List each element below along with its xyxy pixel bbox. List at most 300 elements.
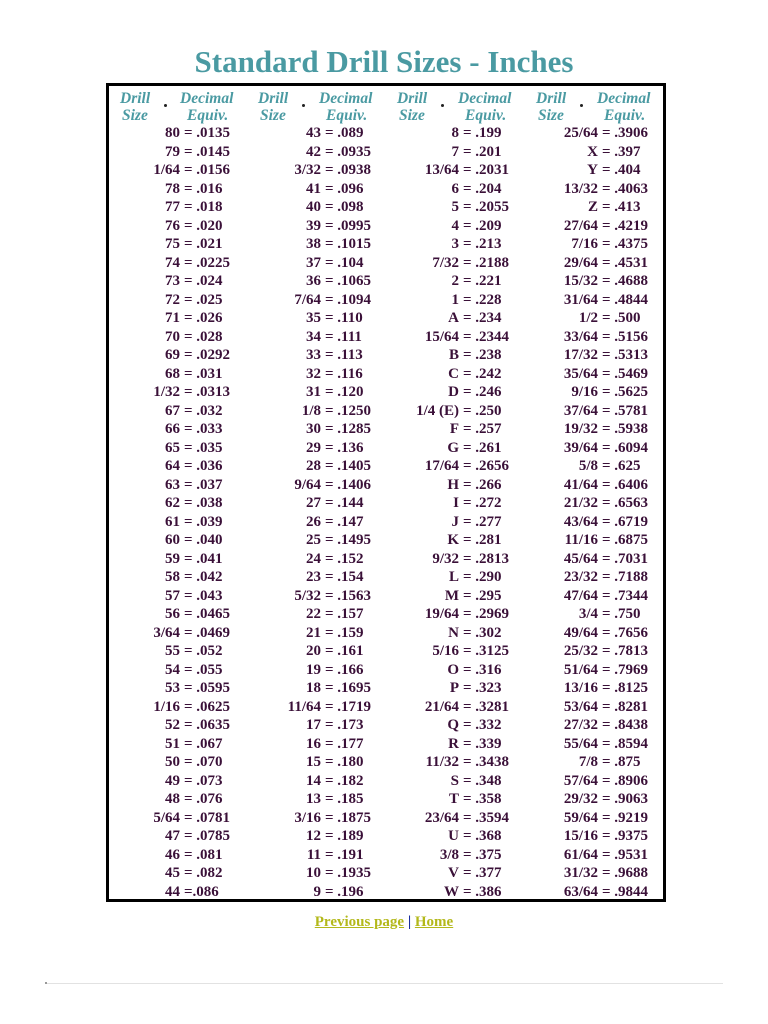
drill-size: 29/64 (563, 254, 598, 271)
decimal-equivalent: = .096 (325, 180, 364, 197)
header-size: Size (399, 107, 425, 124)
drill-size: 15/32 (563, 273, 598, 289)
decimal-equivalent: = .052 (184, 643, 223, 659)
decimal-equivalent: = .0465 (184, 606, 231, 622)
drill-size: C (448, 365, 459, 382)
decimal-equivalent: = .2969 (463, 606, 510, 622)
decimal-equivalent: = .0995 (325, 217, 372, 234)
decimal-equivalent: = .261 (463, 439, 502, 456)
decimal-equivalent: = .204 (463, 180, 502, 197)
drill-size: D (448, 384, 459, 400)
decimal-equivalent: = .136 (325, 439, 364, 456)
drill-size: H (447, 476, 459, 493)
drill-size: 23 (306, 569, 321, 585)
decimal-equivalent: = .290 (463, 569, 502, 585)
drill-size: 13 (306, 791, 321, 807)
drill-size: J (451, 513, 459, 530)
drill-size: 43 (306, 125, 321, 141)
drill-size: 77 (165, 199, 180, 215)
decimal-equivalent: = .1285 (325, 421, 372, 437)
drill-size: N (448, 624, 459, 641)
drill-size: 15/64 (424, 328, 459, 345)
drill-size: 39 (306, 217, 321, 234)
decimal-equivalent: = .152 (325, 550, 364, 567)
drill-size: 64 (165, 458, 180, 474)
drill-size: 1/4 (E) (416, 402, 459, 419)
drill-size: 20 (306, 643, 321, 659)
drill-size: O (447, 661, 459, 678)
decimal-equivalent: = .246 (463, 384, 502, 400)
previous-page-link[interactable]: Previous page (314, 914, 405, 930)
drill-size: 80 (165, 125, 180, 141)
drill-size: 61/64 (563, 846, 598, 863)
decimal-equivalent: = .397 (602, 143, 641, 160)
decimal-equivalent: = .6563 (602, 495, 649, 511)
decimal-equivalent: = .5156 (602, 328, 649, 345)
decimal-equivalent: = .339 (463, 735, 502, 752)
drill-size: 51/64 (563, 661, 598, 678)
drill-size: 11/64 (287, 698, 321, 715)
drill-size: 54 (165, 661, 180, 678)
corner-mark (45, 982, 47, 984)
decimal-equivalent: = .1405 (325, 458, 372, 474)
drill-size: 18 (306, 680, 321, 696)
decimal-equivalent: = .5938 (602, 421, 649, 437)
decimal-equivalent: = .0635 (184, 717, 231, 733)
decimal-equivalent: = .073 (184, 772, 223, 789)
decimal-equivalent: = .0785 (184, 828, 231, 844)
decimal-equivalent: = .110 (325, 310, 363, 326)
drill-size: 43/64 (563, 513, 598, 530)
drill-size: 46 (165, 846, 180, 863)
drill-size: 19/64 (424, 606, 459, 622)
header-equiv: Equiv. (465, 107, 507, 124)
decimal-equivalent: = .199 (463, 125, 502, 141)
decimal-equivalent: = .5625 (602, 384, 649, 400)
decimal-equivalent: = .8594 (602, 735, 649, 752)
drill-size: X (587, 143, 598, 160)
decimal-equivalent: = .0292 (184, 347, 231, 363)
decimal-equivalent: = .036 (184, 458, 223, 474)
decimal-equivalent: = .348 (463, 772, 502, 789)
drill-size: 57/64 (563, 772, 598, 789)
drill-size: 3/4 (578, 606, 598, 622)
drill-size: 66 (165, 421, 180, 437)
drill-size: 29/32 (563, 791, 598, 807)
drill-size: 29 (306, 439, 321, 456)
drill-size: 15 (306, 754, 321, 770)
drill-size: 27/32 (563, 717, 598, 733)
drill-size: 7/16 (571, 236, 598, 252)
decimal-equivalent: = .076 (184, 791, 223, 807)
drill-size: 10 (306, 865, 321, 881)
decimal-equivalent: = .0781 (184, 809, 231, 826)
drill-size: 57 (165, 587, 180, 604)
header-dot (580, 104, 583, 107)
header-equiv: Equiv. (326, 107, 368, 124)
decimal-equivalent: = .242 (463, 365, 502, 382)
decimal-equivalent: = .213 (463, 236, 502, 252)
decimal-equivalent: = .625 (602, 458, 641, 474)
drill-size: V (448, 865, 459, 881)
decimal-equivalent: = .0225 (184, 254, 231, 271)
drill-size: 9 (313, 883, 321, 900)
decimal-equivalent: = .413 (602, 199, 641, 215)
decimal-equivalent: = .032 (184, 402, 223, 419)
drill-size: 8 (451, 125, 459, 141)
drill-size: 2 (451, 273, 459, 289)
drill-size: 60 (165, 532, 180, 548)
decimal-equivalent: = .5313 (602, 347, 649, 363)
drill-size: 13/64 (424, 162, 459, 178)
drill-size: 35/64 (563, 365, 598, 382)
decimal-equivalent: = .1719 (325, 698, 372, 715)
decimal-equivalent: = .1563 (325, 587, 372, 604)
header-equiv: Equiv. (187, 107, 229, 124)
decimal-equivalent: = .6719 (602, 513, 649, 530)
decimal-equivalent: = .272 (463, 495, 502, 511)
drill-size: 17 (306, 717, 321, 733)
drill-size: 11 (306, 846, 321, 863)
decimal-equivalent: = .025 (184, 291, 223, 308)
decimal-equivalent: = .201 (463, 143, 502, 160)
decimal-equivalent: = .0595 (184, 680, 231, 696)
header-decimal: Decimal (319, 90, 373, 107)
drill-size: 68 (165, 365, 180, 382)
drill-size: 4 (451, 217, 459, 234)
page-title: Standard Drill Sizes - Inches (194, 44, 574, 79)
drill-size: 15/16 (563, 828, 598, 844)
drill-size: 25/64 (563, 125, 598, 141)
decimal-equivalent: = .4375 (602, 236, 649, 252)
decimal-equivalent: = .277 (463, 513, 502, 530)
drill-size: 26 (306, 513, 321, 530)
decimal-equivalent: = .209 (463, 217, 502, 234)
drill-size: R (448, 735, 459, 752)
decimal-equivalent: = .234 (463, 310, 502, 326)
decimal-equivalent: = .113 (325, 347, 363, 363)
drill-size: 48 (165, 791, 180, 807)
drill-size: 40 (306, 199, 321, 215)
decimal-equivalent: = .021 (184, 236, 223, 252)
drill-size: 67 (165, 402, 180, 419)
decimal-equivalent: = .1875 (325, 809, 372, 826)
header-dot (164, 104, 167, 107)
decimal-equivalent: = .0135 (184, 125, 231, 141)
drill-size: 7/64 (294, 291, 321, 308)
decimal-equivalent: = .098 (325, 199, 364, 215)
drill-size: 49/64 (563, 624, 598, 641)
drill-size: 21/64 (424, 698, 459, 715)
decimal-equivalent: = .1406 (325, 476, 372, 493)
decimal-equivalent: = .120 (325, 384, 364, 400)
drill-size: 9/32 (432, 550, 459, 567)
drill-size: 55/64 (563, 735, 598, 752)
decimal-equivalent: = .157 (325, 606, 364, 622)
drill-size: 56 (165, 606, 180, 622)
drill-size: 45 (165, 865, 180, 881)
drill-size: 6 (451, 180, 459, 197)
drill-size: 5/64 (153, 809, 180, 826)
decimal-equivalent: = .147 (325, 513, 364, 530)
decimal-equivalent: = .2188 (463, 254, 510, 271)
drill-size: I (453, 495, 459, 511)
footer-nav (0, 914, 768, 931)
drill-size: 5/16 (432, 643, 459, 659)
drill-size: 3/32 (294, 162, 321, 178)
drill-size: 34 (306, 328, 321, 345)
drill-size: 19/32 (563, 421, 598, 437)
decimal-equivalent: = .5781 (602, 402, 649, 419)
decimal-equivalent: = .295 (463, 587, 502, 604)
decimal-equivalent: = .089 (325, 125, 364, 141)
decimal-equivalent: = .081 (184, 846, 223, 863)
drill-size: 39/64 (563, 439, 598, 456)
drill-size: 70 (165, 328, 180, 345)
drill-size: 11/16 (564, 532, 598, 548)
decimal-equivalent: = .033 (184, 421, 223, 437)
drill-size: 63 (165, 476, 180, 493)
decimal-equivalent: = .016 (184, 180, 223, 197)
decimal-equivalent: = .3906 (602, 125, 649, 141)
header-drill: Drill (258, 90, 289, 107)
drill-size: S (450, 772, 459, 789)
drill-size: K (447, 532, 459, 548)
header-drill: Drill (397, 90, 428, 107)
header-size: Size (260, 107, 286, 124)
decimal-equivalent: = .377 (463, 865, 502, 881)
decimal-equivalent: = .4844 (602, 291, 649, 308)
decimal-equivalent: = .228 (463, 291, 502, 308)
decimal-equivalent: = .266 (463, 476, 502, 493)
decimal-equivalent: = .316 (463, 661, 502, 678)
decimal-equivalent: = .1094 (325, 291, 372, 308)
drill-size: 33/64 (563, 328, 598, 345)
decimal-equivalent: = .0469 (184, 624, 231, 641)
header-decimal: Decimal (180, 90, 234, 107)
drill-size: 58 (165, 569, 180, 585)
drill-size: 74 (165, 254, 180, 271)
decimal-equivalent: = .154 (325, 569, 364, 585)
drill-size: 59/64 (563, 809, 598, 826)
decimal-equivalent: = .9688 (602, 865, 649, 881)
drill-size: 1/8 (301, 402, 321, 419)
header-size: Size (538, 107, 564, 124)
drill-size: 7 (451, 143, 459, 160)
decimal-equivalent: = .250 (463, 402, 502, 419)
decimal-equivalent: = .6875 (602, 532, 649, 548)
decimal-equivalent: = .4531 (602, 254, 649, 271)
home-link[interactable]: Home (414, 914, 454, 930)
drill-size: 17/32 (563, 347, 598, 363)
drill-size: 69 (165, 347, 180, 363)
drill-size: G (447, 439, 459, 456)
decimal-equivalent: = .9531 (602, 846, 649, 863)
decimal-equivalent: = .070 (184, 754, 223, 770)
decimal-equivalent: = .0625 (184, 698, 231, 715)
drill-size: Q (447, 717, 459, 733)
decimal-equivalent: = .043 (184, 587, 223, 604)
decimal-equivalent: = .7031 (602, 550, 649, 567)
decimal-equivalent: = .104 (325, 254, 364, 271)
decimal-equivalent: = .037 (184, 476, 223, 493)
decimal-equivalent: = .041 (184, 550, 223, 567)
decimal-equivalent: = .0313 (184, 384, 231, 400)
drill-size: 1/16 (153, 698, 180, 715)
decimal-equivalent: = .161 (325, 643, 364, 659)
drill-size: 30 (306, 421, 321, 437)
decimal-equivalent: = .6406 (602, 476, 649, 493)
decimal-equivalent: = .9375 (602, 828, 649, 844)
drill-size: 37 (306, 254, 321, 271)
decimal-equivalent: = .038 (184, 495, 223, 511)
drill-size: 41/64 (563, 476, 598, 493)
footer-separator: | (407, 914, 412, 930)
drill-size: 79 (165, 143, 180, 160)
drill-size: 38 (306, 236, 321, 252)
drill-size: 23/32 (563, 569, 598, 585)
decimal-equivalent: = .332 (463, 717, 502, 733)
decimal-equivalent: = .386 (463, 883, 502, 900)
drill-size: 25 (306, 532, 321, 548)
decimal-equivalent: = .750 (602, 606, 641, 622)
drill-size: 59 (165, 550, 180, 567)
decimal-equivalent: = .404 (602, 162, 641, 178)
drill-size: B (448, 347, 459, 363)
decimal-equivalent: = .8281 (602, 698, 649, 715)
drill-size: 25/32 (563, 643, 598, 659)
decimal-equivalent: = .358 (463, 791, 502, 807)
decimal-equivalent: = .2656 (463, 458, 510, 474)
decimal-equivalent: = .024 (184, 273, 223, 289)
decimal-equivalent: = .368 (463, 828, 502, 844)
drill-size: 24 (306, 550, 321, 567)
decimal-equivalent: = .8438 (602, 717, 649, 733)
decimal-equivalent: = .281 (463, 532, 502, 548)
decimal-equivalent: = .116 (325, 365, 363, 382)
drill-size: 11/32 (425, 754, 459, 770)
decimal-equivalent: = .375 (463, 846, 502, 863)
drill-size: 53 (165, 680, 180, 696)
decimal-equivalent: = .9844 (602, 883, 649, 900)
decimal-equivalent: = .257 (463, 421, 502, 437)
decimal-equivalent: = .7656 (602, 624, 649, 641)
drill-size: 41 (306, 180, 321, 197)
drill-size: 5/8 (578, 458, 598, 474)
decimal-equivalent: = .875 (602, 754, 641, 770)
drill-size: 1/32 (153, 384, 180, 400)
drill-size: U (448, 828, 459, 844)
drill-size: A (448, 310, 459, 326)
decimal-equivalent: = .196 (325, 883, 364, 900)
decimal-equivalent: = .035 (184, 439, 223, 456)
drill-size: 36 (306, 273, 321, 289)
drill-size: 31 (306, 384, 321, 400)
drill-size: 33 (306, 347, 321, 363)
decimal-equivalent: = .2813 (463, 550, 510, 567)
decimal-equivalent: = .039 (184, 513, 223, 530)
decimal-equivalent: = .323 (463, 680, 502, 696)
decimal-equivalent: = .7969 (602, 661, 649, 678)
decimal-equivalent: = .067 (184, 735, 223, 752)
drill-size: 9/16 (571, 384, 598, 400)
drill-size: 52 (165, 717, 180, 733)
decimal-equivalent: = .180 (325, 754, 364, 770)
decimal-equivalent: = .8125 (602, 680, 649, 696)
decimal-equivalent: = .177 (325, 735, 364, 752)
drill-size: 7/8 (578, 754, 598, 770)
drill-size: 5/32 (294, 587, 321, 604)
drill-size: 61 (165, 513, 180, 530)
decimal-equivalent: = .018 (184, 199, 223, 215)
drill-size: 51 (165, 735, 180, 752)
decimal-equivalent: = .144 (325, 495, 364, 511)
drill-size: 7/32 (432, 254, 459, 271)
decimal-equivalent: = .4063 (602, 180, 649, 197)
drill-size: 45/64 (563, 550, 598, 567)
drill-size: 19 (306, 661, 321, 678)
drill-size-table (106, 83, 666, 902)
decimal-equivalent: = .082 (184, 865, 223, 881)
decimal-equivalent: = .182 (325, 772, 364, 789)
decimal-equivalent: = .1065 (325, 273, 372, 289)
decimal-equivalent: = .0156 (184, 162, 231, 178)
decimal-equivalent: = .500 (602, 310, 641, 326)
decimal-equivalent: = .0145 (184, 143, 231, 160)
drill-size: 1/2 (578, 310, 598, 326)
drill-size: 13/32 (563, 180, 598, 197)
bottom-divider (45, 983, 723, 984)
drill-size: F (449, 421, 459, 437)
drill-size: 27/64 (563, 217, 598, 234)
decimal-equivalent: = .1935 (325, 865, 372, 881)
drill-size: 72 (165, 291, 180, 308)
drill-size: W (444, 883, 459, 900)
drill-size: 3/16 (294, 809, 321, 826)
decimal-equivalent: = .8906 (602, 772, 649, 789)
drill-size: 50 (165, 754, 180, 770)
drill-size: Y (587, 162, 598, 178)
header-drill: Drill (120, 90, 151, 107)
drill-size: 12 (306, 828, 321, 844)
drill-size: 22 (306, 606, 321, 622)
drill-size: 32 (306, 365, 321, 382)
decimal-equivalent: =.086 (184, 883, 219, 900)
header-size: Size (122, 107, 148, 124)
decimal-equivalent: = .3281 (463, 698, 510, 715)
decimal-equivalent: = .7188 (602, 569, 649, 585)
drill-size: 63/64 (563, 883, 598, 900)
decimal-equivalent: = .0935 (325, 143, 372, 160)
decimal-equivalent: = .1495 (325, 532, 372, 548)
decimal-equivalent: = .1015 (325, 236, 372, 252)
drill-size: M (444, 587, 459, 604)
decimal-equivalent: = .6094 (602, 439, 649, 456)
drill-size: T (448, 791, 459, 807)
decimal-equivalent: = .2055 (463, 199, 510, 215)
drill-size: Z (587, 199, 598, 215)
decimal-equivalent: = .1250 (325, 402, 372, 419)
header-equiv: Equiv. (604, 107, 646, 124)
drill-size: 3/64 (153, 624, 180, 641)
drill-size: 9/64 (294, 476, 321, 493)
decimal-equivalent: = .042 (184, 569, 223, 585)
decimal-equivalent: = .2031 (463, 162, 510, 178)
drill-size: P (449, 680, 459, 696)
drill-size: 73 (165, 273, 180, 289)
decimal-equivalent: = .4688 (602, 273, 649, 289)
header-decimal: Decimal (597, 90, 651, 107)
